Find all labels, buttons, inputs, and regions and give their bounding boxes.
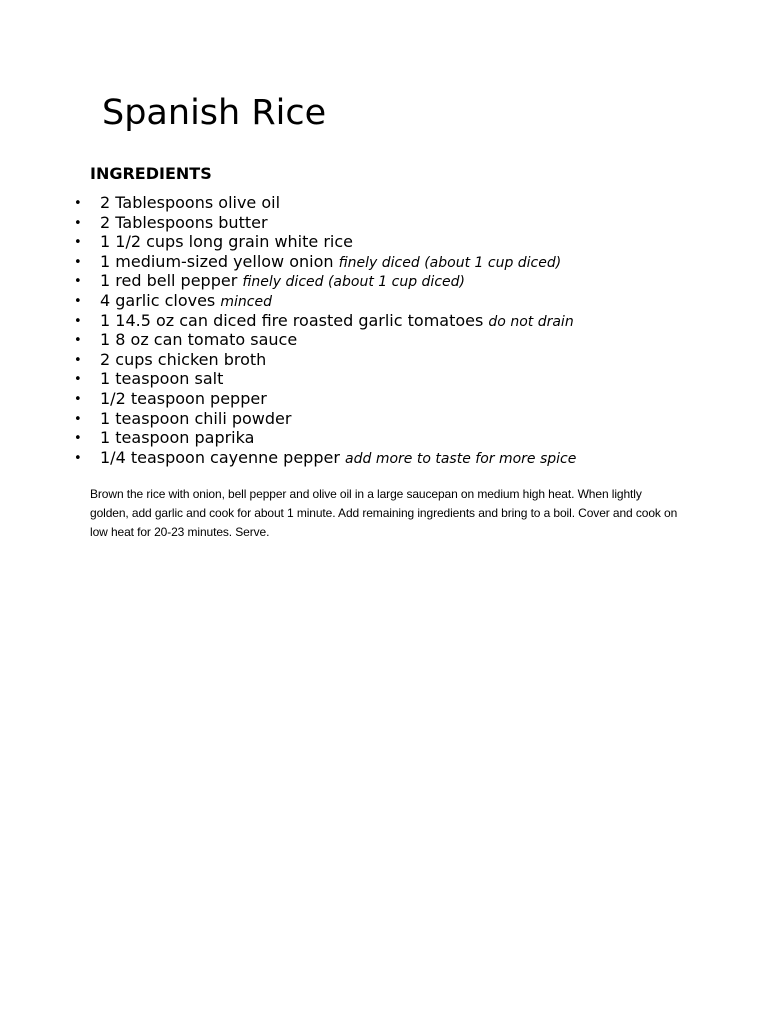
- bullet-icon: •: [74, 254, 82, 270]
- ingredient-item: [0, 311, 768, 331]
- ingredient-text: 1 teaspoon chili powder: [100, 408, 292, 428]
- ingredient-item: [0, 232, 768, 252]
- ingredient-text: 1 red bell pepper: [100, 271, 238, 291]
- ingredient-text: 1 medium-sized yellow onion: [100, 251, 334, 271]
- ingredient-text: 2 Tablespoons olive oil: [100, 193, 281, 212]
- ingredients-list: [0, 193, 768, 467]
- ingredient-text: 1 8 oz can tomato sauce: [100, 330, 298, 350]
- bullet-icon: •: [74, 235, 82, 251]
- bullet-icon: •: [74, 372, 82, 388]
- ingredient-text: 1/4 teaspoon cayenne pepper: [100, 447, 340, 467]
- ingredients-heading: INGREDIENTS: [90, 164, 212, 183]
- ingredient-note: do not drain: [488, 313, 574, 330]
- ingredient-item: [0, 271, 768, 291]
- ingredient-item: [0, 428, 768, 448]
- ingredient-text: 1/2 teaspoon pepper: [100, 388, 267, 408]
- ingredient-text: 1 teaspoon paprika: [100, 428, 255, 448]
- ingredient-item: [0, 350, 768, 370]
- bullet-icon: •: [74, 352, 82, 368]
- ingredient-text: 1 14.5 oz can diced fire roasted garlic tomatoes: [100, 310, 484, 330]
- ingredient-text: 1 teaspoon salt: [100, 369, 224, 389]
- bullet-icon: •: [74, 431, 82, 447]
- bullet-icon: •: [74, 450, 82, 466]
- directions-paragraph: Brown the rice with onion, bell pepper and olive oil in a large saucepan on medium high heat. When lightly golden, add garlic and cook for about 1 minute. Add remaining ingredients and bring to a boil. Cover and cook on low heat for 20-23 minutes. Serve.: [90, 487, 678, 539]
- bullet-icon: •: [74, 196, 82, 211]
- recipe-title: Spanish Rice: [102, 93, 327, 133]
- ingredient-item: [0, 448, 768, 468]
- bullet-icon: •: [74, 411, 82, 427]
- bullet-icon: •: [74, 313, 82, 329]
- ingredient-text: 4 garlic cloves: [100, 290, 216, 310]
- ingredient-item: [0, 369, 768, 389]
- ingredient-note: add more to taste for more spice: [345, 450, 577, 467]
- ingredient-item: [0, 389, 768, 409]
- ingredient-item: [0, 291, 768, 311]
- bullet-icon: •: [74, 274, 82, 290]
- bullet-icon: •: [74, 333, 82, 349]
- ingredient-item: [0, 213, 768, 233]
- bullet-icon: •: [74, 391, 82, 407]
- ingredient-item: [0, 193, 768, 213]
- ingredient-text: 2 cups chicken broth: [100, 349, 267, 369]
- ingredient-item: [0, 409, 768, 429]
- bullet-icon: •: [74, 215, 82, 231]
- ingredient-text: 1 1/2 cups long grain white rice: [100, 232, 353, 252]
- ingredient-item: [0, 252, 768, 272]
- ingredient-note: finely diced (about 1 cup diced): [242, 274, 465, 291]
- ingredient-item: [0, 330, 768, 350]
- ingredient-note: finely diced (about 1 cup diced): [338, 254, 562, 271]
- ingredient-text: 2 Tablespoons butter: [100, 212, 268, 232]
- ingredient-note: minced: [220, 293, 272, 310]
- bullet-icon: •: [74, 293, 82, 309]
